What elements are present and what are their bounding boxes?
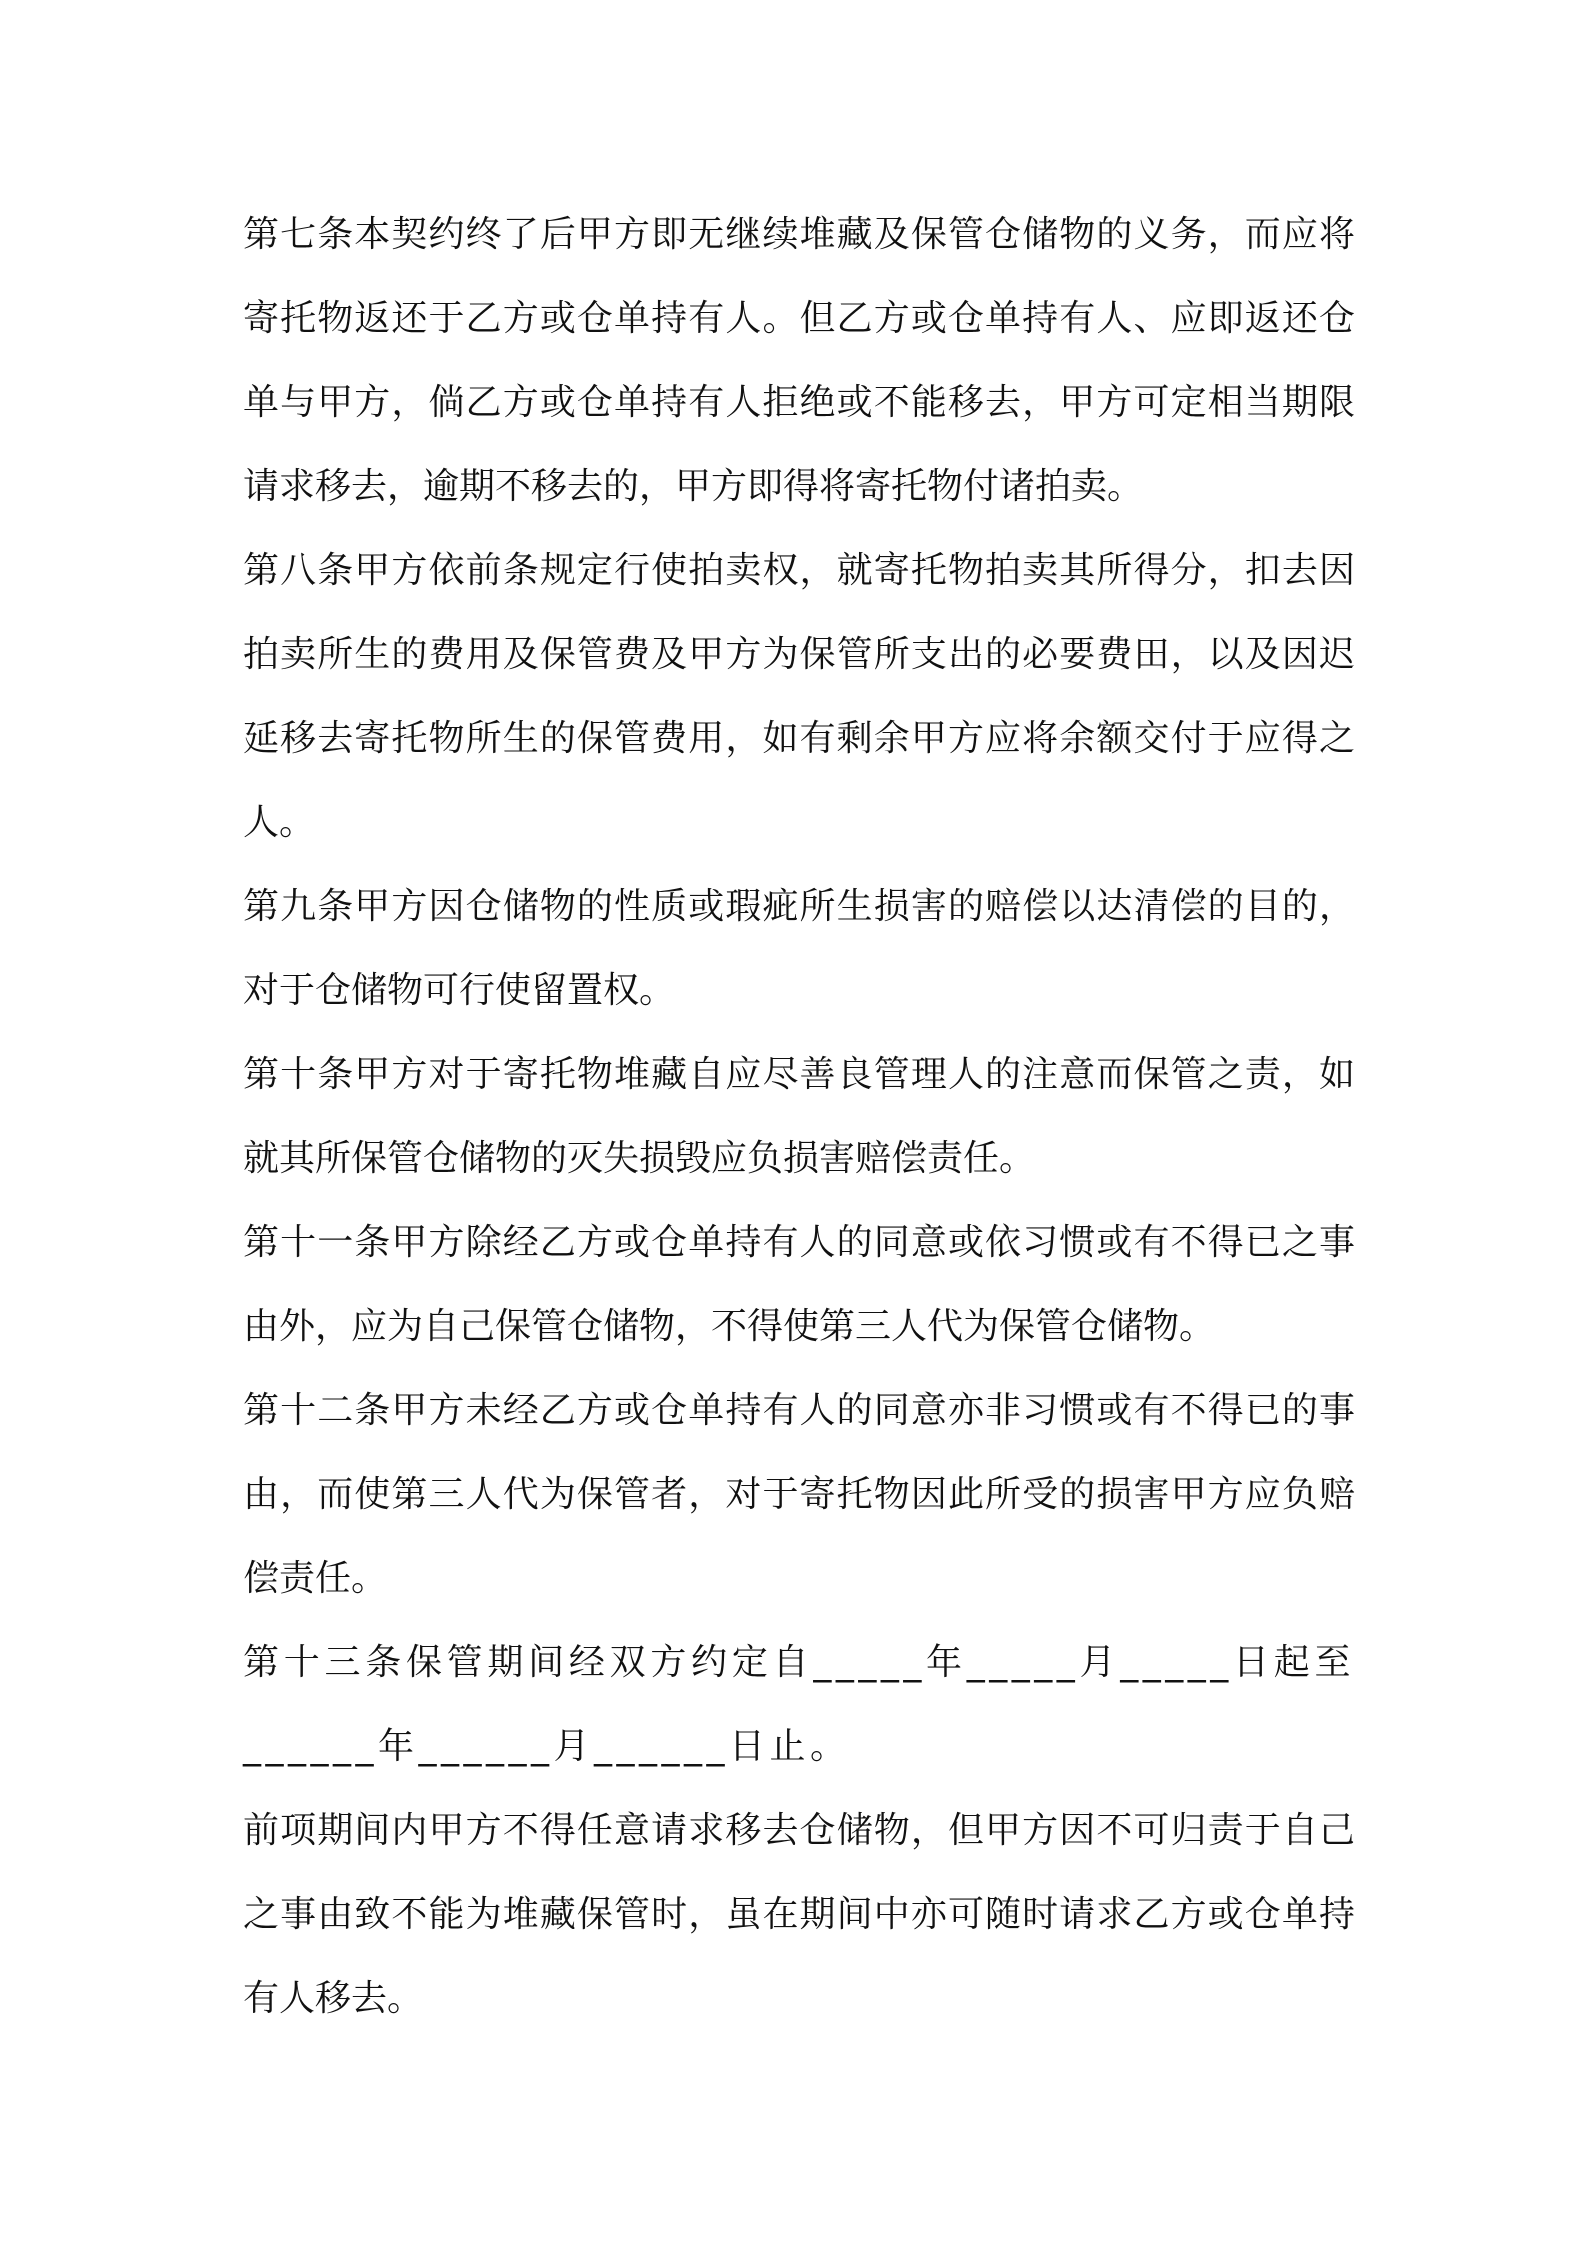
article-10-paragraph: 第十条甲方对于寄托物堆藏自应尽善良管理人的注意而保管之责，如就其所保管仓储物的灭失损毁应负损害赔偿责任。 xyxy=(243,1054,1355,1179)
document-body xyxy=(243,193,1355,2041)
article-12-paragraph: 第十二条甲方未经乙方或仓单持有人的同意亦非习惯或有不得已的事由，而使第三人代为保管者，对于寄托物因此所受的损害甲方应负赔偿责任。 xyxy=(243,1390,1355,1599)
article-11-paragraph: 第十一条甲方除经乙方或仓单持有人的同意或依习惯或有不得已之事由外，应为自己保管仓储物，不得使第三人代为保管仓储物。 xyxy=(243,1222,1355,1347)
article-13-paragraph: 第十三条保管期间经双方约定自_____年_____月_____日起至______年______月______日止。 xyxy=(243,1642,1355,1767)
article-8-paragraph: 第八条甲方依前条规定行使拍卖权，就寄托物拍卖其所得分，扣去因拍卖所生的费用及保管费及甲方为保管所支出的必要费田，以及因迟延移去寄托物所生的保管费用，如有剩余甲方应将余额交付于应得之人。 xyxy=(243,550,1355,843)
article-13-clause-paragraph: 前项期间内甲方不得任意请求移去仓储物，但甲方因不可归责于自己之事由致不能为堆藏保管时，虽在期间中亦可随时请求乙方或仓单持有人移去。 xyxy=(243,1810,1355,2019)
article-7-paragraph: 第七条本契约终了后甲方即无继续堆藏及保管仓储物的义务，而应将寄托物返还于乙方或仓单持有人。但乙方或仓单持有人、应即返还仓单与甲方，倘乙方或仓单持有人拒绝或不能移去，甲方可定相当期限请求移去，逾期不移去的，甲方即得将寄托物付诸拍卖。 xyxy=(243,214,1355,507)
article-9-paragraph: 第九条甲方因仓储物的性质或瑕疵所生损害的赔偿以达清偿的目的，对于仓储物可行使留置权。 xyxy=(243,886,1355,1011)
